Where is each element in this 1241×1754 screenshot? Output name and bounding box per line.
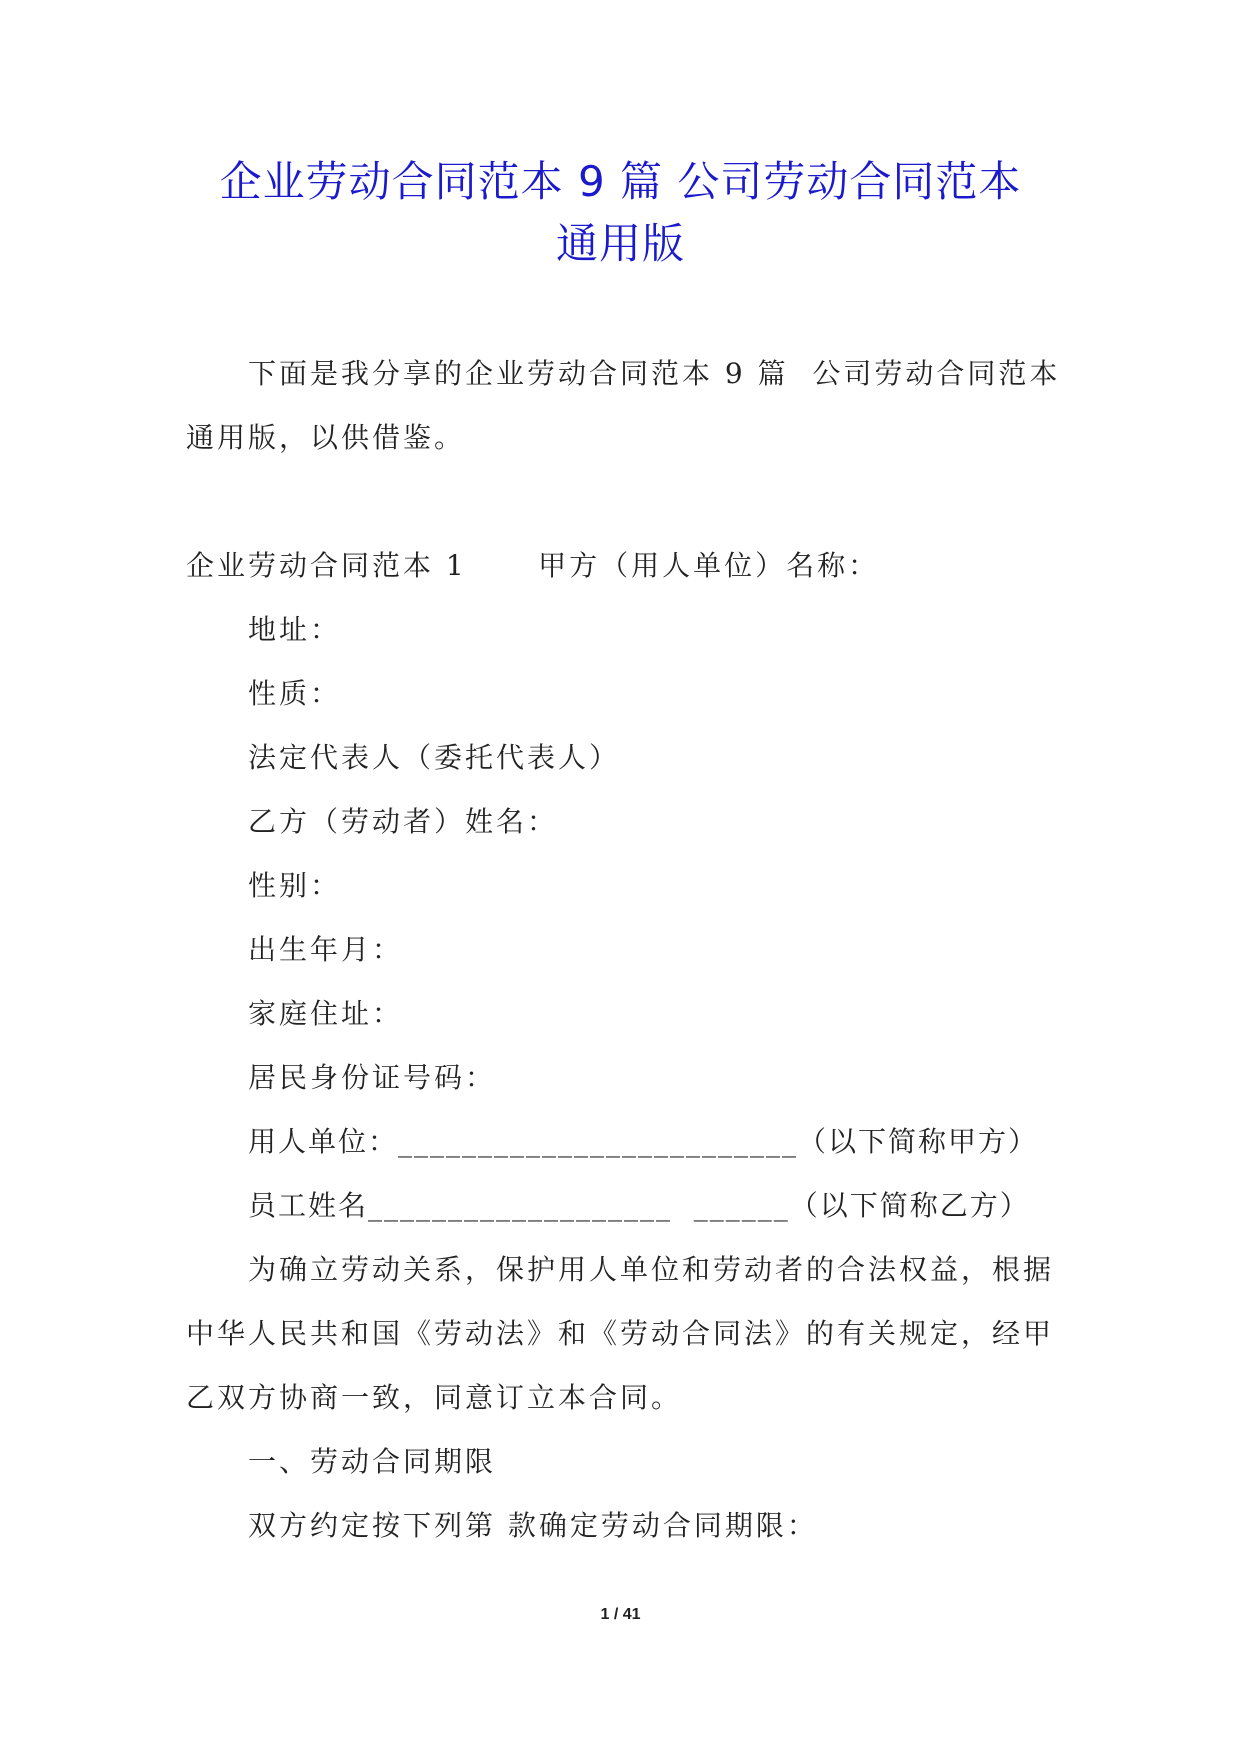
field-id-number: 居民身份证号码： xyxy=(248,1061,497,1094)
field-employer: 用人单位：_________________________（以下简称甲方） xyxy=(248,1125,1039,1158)
section-heading: 企业劳动合同范本 1 甲方（用人单位）名称： xyxy=(186,549,880,582)
field-employee-name: 员工姓名___________________ ______（以下简称乙方） xyxy=(248,1189,1030,1222)
clause-1-text: 双方约定按下列第 款确定劳动合同期限： xyxy=(248,1509,818,1542)
body-paragraph-line-1: 为确立劳动关系，保护用人单位和劳动者的合法权益，根据 xyxy=(248,1253,1055,1286)
field-address: 地址： xyxy=(248,613,342,646)
page-number: 1 / 41 xyxy=(600,1606,641,1623)
field-nature: 性质： xyxy=(248,677,342,710)
field-party-b-name: 乙方（劳动者）姓名： xyxy=(248,805,559,838)
document-title-line-1: 企业劳动合同范本 9 篇 公司劳动合同范本 xyxy=(219,157,1022,206)
field-home-address: 家庭住址： xyxy=(248,997,404,1030)
field-legal-representative: 法定代表人（委托代表人） xyxy=(248,741,621,774)
clause-1-heading: 一、劳动合同期限 xyxy=(248,1445,497,1478)
intro-paragraph-line-1: 下面是我分享的企业劳动合同范本 9 篇 公司劳动合同范本 xyxy=(248,357,1061,390)
intro-paragraph-line-2: 通用版，以供借鉴。 xyxy=(186,421,466,454)
field-gender: 性别： xyxy=(248,869,342,902)
body-paragraph-line-2: 中华人民共和国《劳动法》和《劳动合同法》的有关规定，经甲 xyxy=(186,1317,1055,1350)
body-paragraph-line-3: 乙双方协商一致，同意订立本合同。 xyxy=(186,1381,683,1414)
document-title-line-2: 通用版 xyxy=(555,219,685,268)
field-birth-date: 出生年月： xyxy=(248,933,404,966)
